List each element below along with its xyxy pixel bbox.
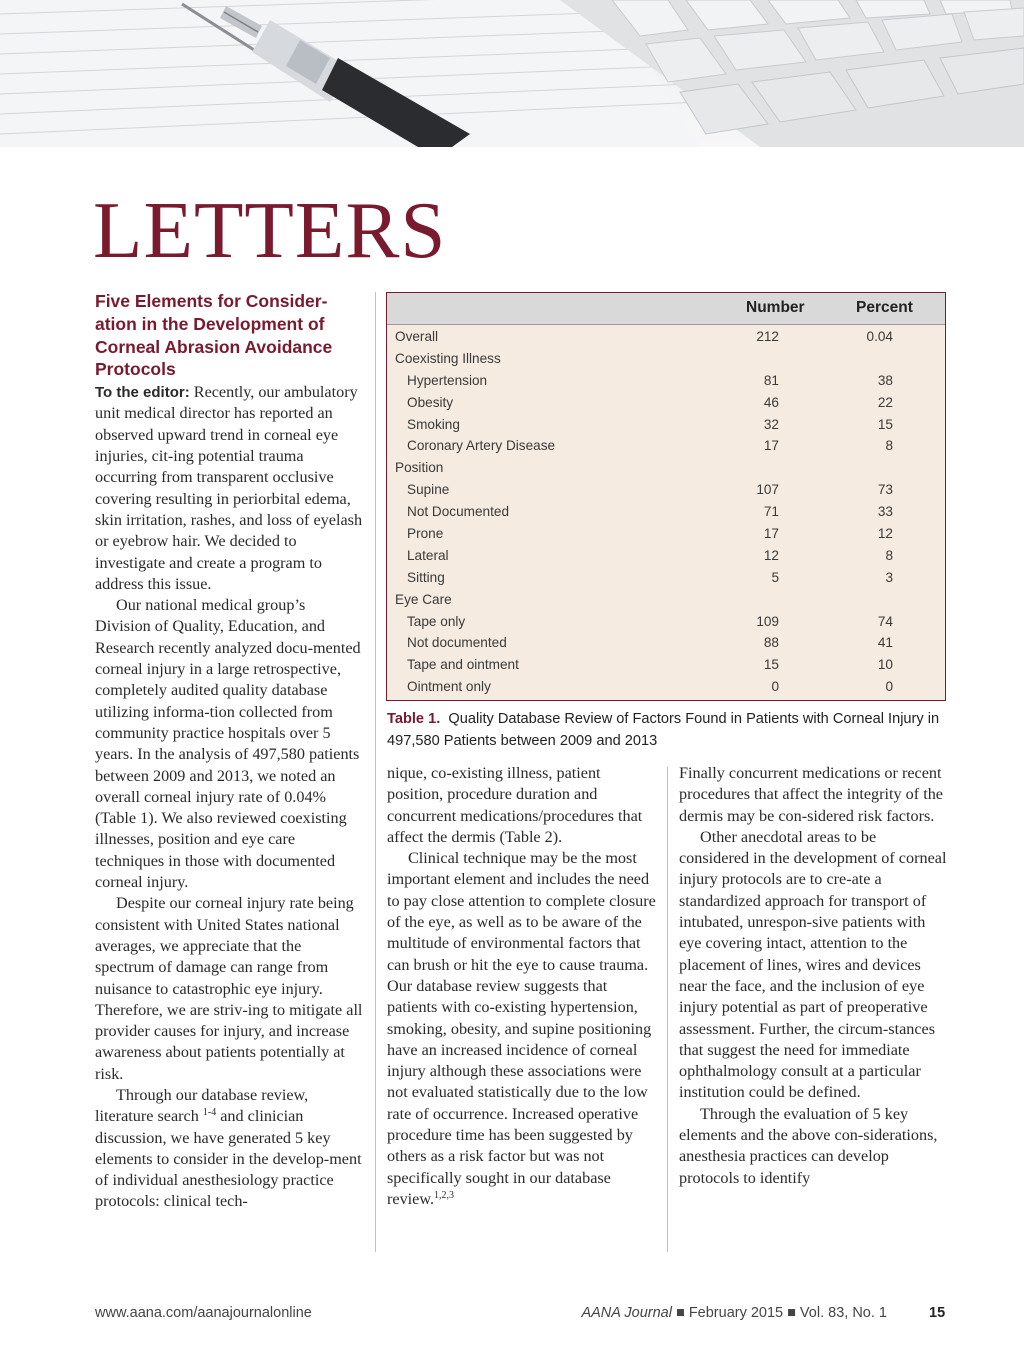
table-cell-number: 81	[763, 372, 779, 388]
table-caption-label: Table 1.	[387, 711, 441, 727]
column-divider-right	[667, 767, 668, 1252]
table-cell-number: 107	[756, 482, 779, 498]
footer-journal-name: AANA Journal	[581, 1305, 672, 1321]
table-cell-number: 88	[763, 635, 779, 651]
article-paragraph: Our national medical group’s Division of Quality, Education, and Research recently analyzed docu-mented corneal injury in a large retrospective, completely audited quality database utilizing informa-tion collected from community practice hospitals over 5 years. In the analysis of 497,580 patients between 2009 and 2013, we noted an overall corneal injury rate of 0.04% (Table 1). We also reviewed coexisting illnesses, position and eye care techniques in those with documented corneal injury.	[95, 596, 361, 892]
table-cell-percent: 41	[877, 635, 893, 651]
table-row	[387, 612, 945, 634]
table-cell-number: 17	[763, 526, 779, 542]
table-cell-label: Obesity	[407, 394, 454, 410]
table-body	[387, 325, 945, 699]
table-cell-number: 0	[771, 679, 779, 695]
table-row	[387, 327, 945, 349]
table-cell-label: Coexisting Illness	[395, 350, 501, 366]
table-cell-label: Hypertension	[407, 372, 488, 388]
paragraph-text: Clinical technique may be the most important element and includes the need to pay close attention to complete closure of the eye, as well as to be aware of the multitude of environmental factors that can brush or hit the eye to cause trauma. Our database review suggests that patients with co-existing hypertension, smoking, obesity, and supine positioning have an increased incidence of corneal injury although these associations were not evaluated statistically due to the low rate of occurrence. Increased operative procedure time has been suggested by others as a risk factor but was not specifically sought in our database review.	[387, 849, 656, 1208]
table-cell-label: Prone	[407, 526, 444, 542]
table-row	[387, 393, 945, 415]
article-column-3	[679, 763, 947, 1189]
table-cell-percent: 38	[877, 372, 893, 388]
footer-issue: February 2015 ■ Vol. 83, No. 1	[688, 1305, 887, 1321]
article-paragraph	[95, 1085, 363, 1213]
table-cell-label: Sitting	[407, 569, 445, 585]
table-row	[387, 524, 945, 546]
data-table	[386, 292, 946, 701]
table-caption	[387, 709, 947, 752]
table-group-row	[387, 349, 945, 371]
table-row	[387, 546, 945, 568]
article-paragraph: Despite our corneal injury rate being consistent with United States national averages, we appreciate that the spectrum of damage can range from nuisance to catastrophic eye injury. Therefore, we are striv-ing to mitigate all provider causes for injury, and increase awareness about patients potentially at risk.	[95, 894, 363, 1083]
table-cell-label: Eye Care	[395, 591, 452, 607]
page-number: 15	[929, 1305, 946, 1321]
footer-journal-info: AANA Journal ■ February 2015 ■ Vol. 83, No. 1	[581, 1305, 887, 1321]
table-row	[387, 480, 945, 502]
paragraph-text: and clinician discussion, we have generated 5 key elements to consider in the develop-ment of individual anesthesiology practice protocols: clinical tech-	[95, 1107, 362, 1211]
citation-superscript: 1-4	[202, 1107, 217, 1119]
table-cell-number: 5	[771, 569, 779, 585]
table-cell-number: 32	[763, 416, 779, 432]
table-cell-number: 15	[763, 657, 779, 673]
article-paragraph: Finally concurrent medications or recent procedures that affect the integrity of the dermis may be con-sidered risk factors.	[679, 764, 943, 825]
article-lead: To the editor:	[95, 384, 190, 402]
article-column-2	[387, 763, 657, 1210]
table-row	[387, 633, 945, 655]
header-photo-illustration	[0, 0, 1024, 147]
footer-url[interactable]: www.aana.com/aanajournalonline	[95, 1305, 312, 1321]
article-paragraph: Other anecdotal areas to be considered in the development of corneal injury protocols are to cre-ate a standardized approach for transport of intubated, unrespon-sive patients with eye covering intact, attention to the placement of lines, wires and devices near the face, and the inclusion of eye injury potential as part of preoperative assessment. Further, the circum-stances that suggest the need for immediate ophthalmology consult at a particular institution could be defined.	[679, 827, 947, 1102]
article-paragraph	[95, 382, 363, 595]
column-divider-left	[375, 292, 376, 1252]
table-cell-number: 12	[763, 547, 779, 563]
table-cell-label: Supine	[407, 482, 450, 498]
paragraph-text: Through our database review, literature search	[95, 1085, 309, 1126]
table-group-row	[387, 590, 945, 612]
table-cell-label: Overall	[395, 329, 439, 344]
table-cell-number: 109	[756, 613, 779, 629]
table-cell-number: 71	[763, 504, 779, 520]
table-cell-number: 212	[756, 329, 779, 344]
table-cell-percent: 8	[885, 438, 893, 454]
table-cell-label: Tape and ointment	[407, 657, 519, 673]
table-row	[387, 677, 945, 699]
article-paragraph: nique, co-existing illness, patient position, procedure duration and concurrent medications/procedures that affect the dermis (Table 2).	[387, 764, 643, 846]
table-cell-percent: 8	[885, 547, 893, 563]
table-cell-label: Not documented	[407, 635, 507, 651]
article-column-1	[95, 290, 363, 1213]
article-paragraph	[387, 848, 657, 1210]
table-cell-percent: 0	[885, 679, 893, 695]
table-cell-label: Tape only	[407, 613, 466, 629]
table-cell-percent: 74	[877, 613, 893, 629]
header-photo	[0, 0, 1024, 147]
table-row	[387, 436, 945, 458]
table-row	[387, 415, 945, 437]
table-row	[387, 371, 945, 393]
table-cell-percent: 22	[877, 394, 893, 410]
table-caption-text: Quality Database Review of Factors Found in Patients with Corneal Injury in 497,580 Patients between 2009 and 2013	[387, 711, 940, 749]
table-cell-percent: 33	[877, 504, 893, 520]
table-header-percent: Percent	[856, 299, 913, 316]
article-paragraph: Through the evaluation of 5 key elements and the above con-siderations, anesthesia practices can develop protocols to identify	[679, 1104, 938, 1187]
article-title: Five Elements for Consider-ation in the Development of Corneal Abrasion Avoidance Protocols	[95, 291, 333, 380]
table-cell-percent: 0.04	[866, 329, 893, 344]
table-cell-number: 46	[763, 394, 779, 410]
table-cell-label: Smoking	[407, 416, 460, 432]
paragraph-text: Recently, our ambulatory unit medical director has reported an observed upward trend in corneal eye injuries, cit-ing potential trauma occurring from transparent occlusive covering resulting in periorbital edema, skin irritation, rashes, and loss of eyelash or eyebrow hair. We decided to investigate and create a program to address this issue.	[95, 383, 363, 593]
citation-superscript: 1,2,3	[434, 1189, 455, 1201]
table-cell-percent: 15	[877, 416, 893, 432]
table-row	[387, 502, 945, 524]
table-cell-label: Ointment only	[407, 679, 491, 695]
table-cell-label: Position	[395, 460, 444, 476]
table-cell-percent: 73	[877, 482, 893, 498]
table-cell-number: 17	[763, 438, 779, 454]
table-row	[387, 568, 945, 590]
table-cell-label: Not Documented	[407, 504, 510, 520]
table-header-number: Number	[746, 299, 805, 316]
table-cell-label: Coronary Artery Disease	[407, 438, 556, 454]
table-cell-percent: 3	[885, 569, 893, 585]
table-cell-percent: 12	[877, 526, 893, 542]
table-group-row	[387, 458, 945, 480]
table-cell-percent: 10	[877, 657, 893, 673]
table-header-row	[387, 293, 945, 325]
table-cell-label: Lateral	[407, 547, 449, 563]
table-row	[387, 655, 945, 677]
section-title: LETTERS	[93, 185, 447, 275]
